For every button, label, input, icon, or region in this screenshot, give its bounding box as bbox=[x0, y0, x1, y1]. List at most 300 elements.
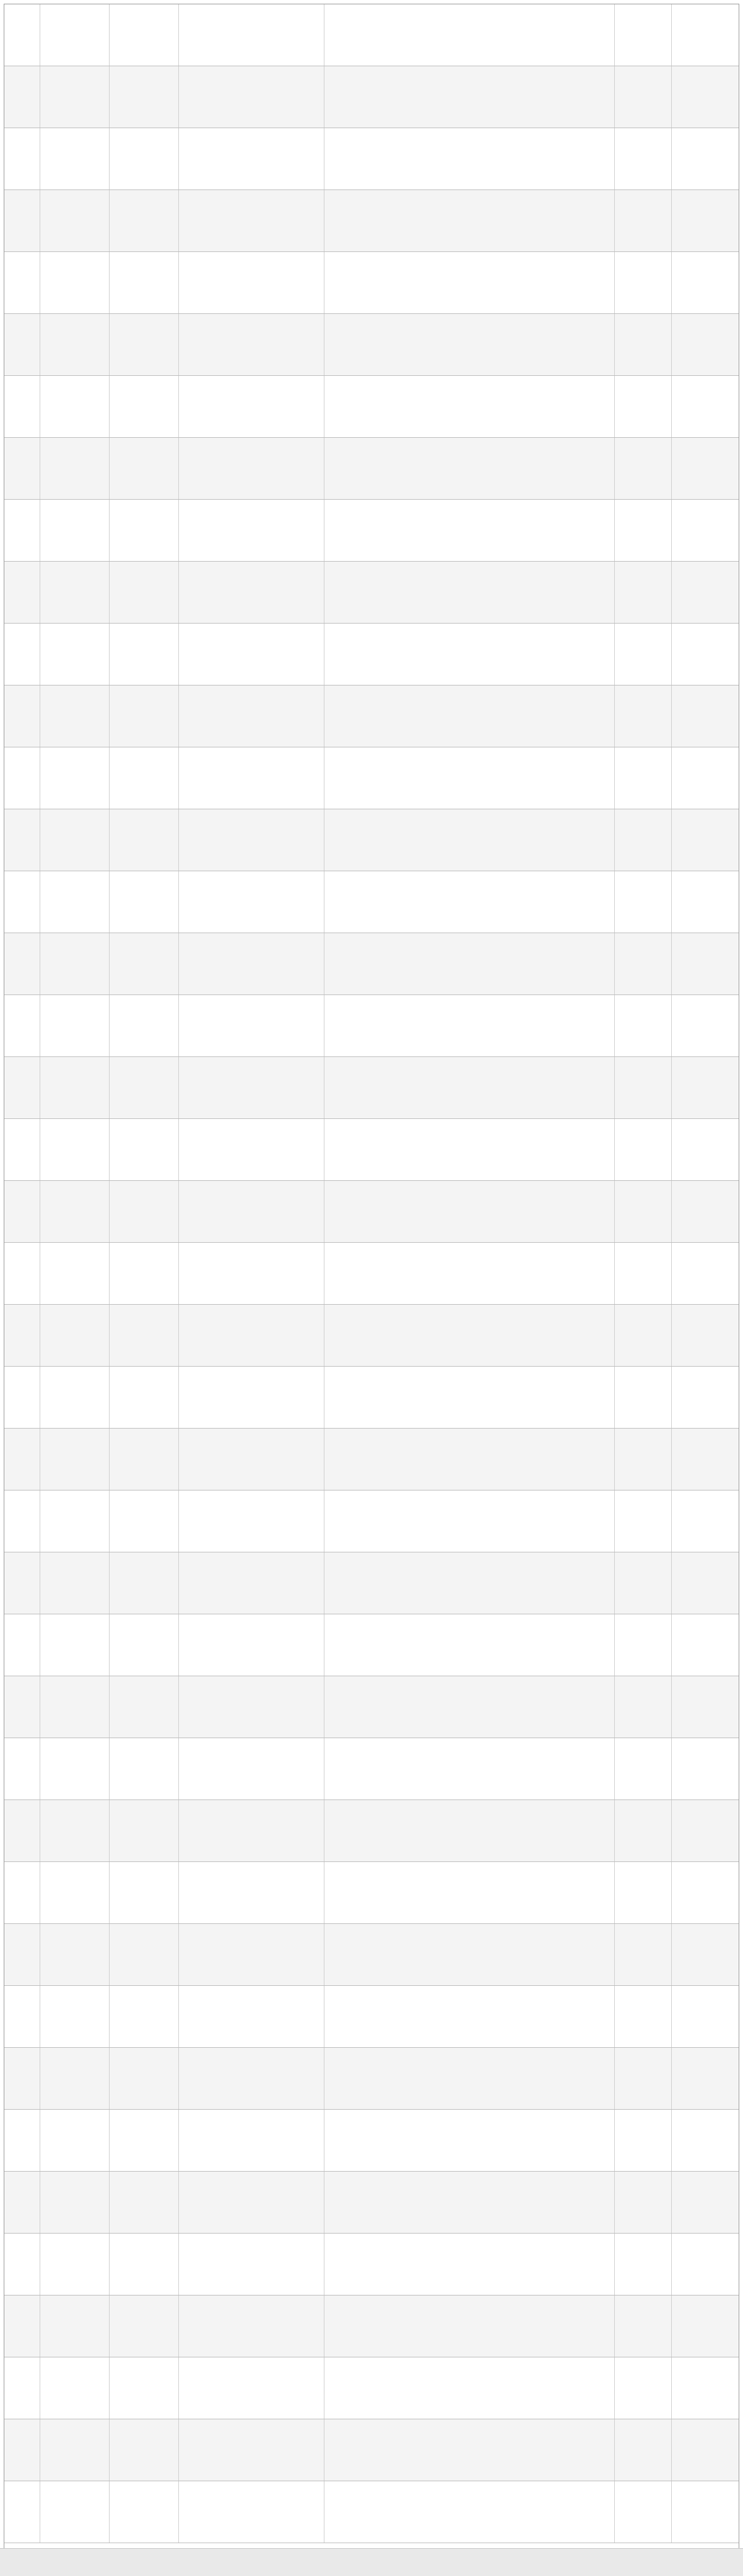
table-cell bbox=[110, 1924, 179, 1985]
table-cell bbox=[4, 1243, 40, 1304]
table-cell bbox=[40, 314, 110, 375]
table-cell bbox=[615, 66, 672, 128]
table-cell bbox=[40, 1429, 110, 1490]
table-cell bbox=[324, 190, 615, 251]
table-cell bbox=[4, 1676, 40, 1738]
table-cell bbox=[4, 500, 40, 561]
table-cell bbox=[40, 685, 110, 747]
table-row bbox=[4, 376, 739, 438]
table-cell bbox=[672, 2234, 739, 2295]
table-cell bbox=[110, 1490, 179, 1552]
table-cell bbox=[615, 128, 672, 189]
table-cell bbox=[672, 4, 739, 66]
table-cell bbox=[40, 2419, 110, 2481]
table-cell bbox=[4, 2481, 40, 2543]
table-cell bbox=[110, 809, 179, 871]
table-cell bbox=[324, 252, 615, 313]
table-cell bbox=[324, 2048, 615, 2109]
table-cell bbox=[110, 438, 179, 499]
table-cell bbox=[40, 1676, 110, 1738]
table-cell bbox=[615, 2481, 672, 2543]
table-cell bbox=[110, 624, 179, 685]
table-cell bbox=[672, 128, 739, 189]
table-cell bbox=[672, 1862, 739, 1923]
table-cell bbox=[672, 438, 739, 499]
table-cell bbox=[179, 190, 325, 251]
table-cell bbox=[672, 1119, 739, 1180]
table-cell bbox=[615, 2048, 672, 2109]
table-cell bbox=[40, 1305, 110, 1366]
table-cell bbox=[615, 2172, 672, 2233]
table-cell bbox=[40, 438, 110, 499]
table-row bbox=[4, 2295, 739, 2357]
table-cell bbox=[4, 1181, 40, 1242]
table-row bbox=[4, 1552, 739, 1614]
table-cell bbox=[324, 1305, 615, 1366]
table-cell bbox=[324, 1119, 615, 1180]
table-row bbox=[4, 809, 739, 871]
table-cell bbox=[110, 871, 179, 933]
table-cell bbox=[4, 1367, 40, 1428]
table-cell bbox=[110, 1986, 179, 2047]
table-cell bbox=[110, 2172, 179, 2233]
table-cell bbox=[110, 1614, 179, 1676]
table-cell bbox=[324, 128, 615, 189]
table-cell bbox=[110, 1057, 179, 1118]
table-cell bbox=[110, 2234, 179, 2295]
table-cell bbox=[615, 4, 672, 66]
table-cell bbox=[179, 2295, 325, 2357]
table-cell bbox=[672, 624, 739, 685]
table-cell bbox=[40, 2172, 110, 2233]
table-cell bbox=[179, 66, 325, 128]
table-cell bbox=[4, 1429, 40, 1490]
table-cell bbox=[4, 128, 40, 189]
table-cell bbox=[4, 1614, 40, 1676]
table-cell bbox=[110, 1800, 179, 1861]
table-cell bbox=[324, 747, 615, 809]
table-cell bbox=[672, 747, 739, 809]
table-cell bbox=[4, 1305, 40, 1366]
table-cell bbox=[110, 376, 179, 437]
table-cell bbox=[615, 871, 672, 933]
table-cell bbox=[110, 2481, 179, 2543]
table-cell bbox=[672, 2172, 739, 2233]
source-footer bbox=[0, 2548, 743, 2576]
table-cell bbox=[179, 438, 325, 499]
table-cell bbox=[179, 1986, 325, 2047]
table-cell bbox=[672, 562, 739, 623]
table-cell bbox=[4, 2110, 40, 2171]
table-cell bbox=[324, 2419, 615, 2481]
table-cell bbox=[4, 1986, 40, 2047]
table-cell bbox=[179, 1429, 325, 1490]
table-cell bbox=[324, 995, 615, 1056]
table-row bbox=[4, 1676, 739, 1738]
table-cell bbox=[40, 2295, 110, 2357]
table-row bbox=[4, 2172, 739, 2234]
table-cell bbox=[179, 933, 325, 994]
table-cell bbox=[40, 933, 110, 994]
table-cell bbox=[110, 2357, 179, 2419]
table-cell bbox=[110, 1305, 179, 1366]
table-cell bbox=[615, 1614, 672, 1676]
table-cell bbox=[179, 871, 325, 933]
table-cell bbox=[324, 500, 615, 561]
table-cell bbox=[4, 2357, 40, 2419]
table-cell bbox=[672, 2295, 739, 2357]
table-cell bbox=[615, 1429, 672, 1490]
table-cell bbox=[615, 314, 672, 375]
table-cell bbox=[179, 747, 325, 809]
table-cell bbox=[4, 314, 40, 375]
table-cell bbox=[40, 995, 110, 1056]
table-cell bbox=[672, 871, 739, 933]
table-cell bbox=[40, 2481, 110, 2543]
table-cell bbox=[179, 1057, 325, 1118]
table-cell bbox=[179, 376, 325, 437]
table-cell bbox=[40, 871, 110, 933]
table-row bbox=[4, 1305, 739, 1367]
table-cell bbox=[40, 2048, 110, 2109]
table-cell bbox=[615, 1986, 672, 2047]
table-cell bbox=[40, 376, 110, 437]
table-cell bbox=[40, 1490, 110, 1552]
table-cell bbox=[179, 809, 325, 871]
table-cell bbox=[179, 2110, 325, 2171]
table-cell bbox=[40, 4, 110, 66]
table-cell bbox=[324, 2295, 615, 2357]
table-cell bbox=[4, 1119, 40, 1180]
table-cell bbox=[615, 376, 672, 437]
table-cell bbox=[615, 1057, 672, 1118]
table-cell bbox=[324, 2234, 615, 2295]
table-cell bbox=[324, 1676, 615, 1738]
table-row bbox=[4, 562, 739, 624]
table-cell bbox=[615, 190, 672, 251]
table-cell bbox=[672, 1738, 739, 1799]
table-cell bbox=[179, 2481, 325, 2543]
table-cell bbox=[110, 500, 179, 561]
table-cell bbox=[672, 252, 739, 313]
table-cell bbox=[40, 1057, 110, 1118]
table-row bbox=[4, 190, 739, 252]
table-row bbox=[4, 1057, 739, 1119]
table-cell bbox=[4, 624, 40, 685]
table-row bbox=[4, 66, 739, 128]
table-cell bbox=[324, 2110, 615, 2171]
table-cell bbox=[179, 1924, 325, 1985]
table-cell bbox=[179, 2234, 325, 2295]
table-cell bbox=[40, 1243, 110, 1304]
table-cell bbox=[615, 438, 672, 499]
table-cell bbox=[324, 1243, 615, 1304]
table-cell bbox=[40, 1367, 110, 1428]
table-cell bbox=[4, 1552, 40, 1614]
table-cell bbox=[179, 1552, 325, 1614]
table-row bbox=[4, 2234, 739, 2295]
table-cell bbox=[110, 995, 179, 1056]
table-row bbox=[4, 1862, 739, 1924]
table-cell bbox=[110, 747, 179, 809]
table-cell bbox=[324, 624, 615, 685]
table-cell bbox=[40, 747, 110, 809]
table-cell bbox=[672, 685, 739, 747]
table-cell bbox=[40, 1986, 110, 2047]
table-cell bbox=[4, 809, 40, 871]
table-row bbox=[4, 4, 739, 66]
table-cell bbox=[40, 1862, 110, 1923]
table-cell bbox=[324, 809, 615, 871]
table-cell bbox=[110, 314, 179, 375]
table-cell bbox=[324, 438, 615, 499]
table-cell bbox=[324, 1738, 615, 1799]
table-cell bbox=[179, 1181, 325, 1242]
table-row bbox=[4, 500, 739, 562]
table-cell bbox=[324, 2172, 615, 2233]
table-cell bbox=[4, 1800, 40, 1861]
table-cell bbox=[110, 252, 179, 313]
table-cell bbox=[324, 1552, 615, 1614]
table-cell bbox=[324, 1614, 615, 1676]
table-cell bbox=[179, 995, 325, 1056]
table-cell bbox=[615, 1676, 672, 1738]
table-cell bbox=[179, 2419, 325, 2481]
table-cell bbox=[179, 1676, 325, 1738]
table-row bbox=[4, 2481, 739, 2543]
table-cell bbox=[4, 2234, 40, 2295]
table-cell bbox=[672, 1181, 739, 1242]
table-row bbox=[4, 747, 739, 809]
table-cell bbox=[672, 1614, 739, 1676]
table-cell bbox=[4, 2295, 40, 2357]
table-cell bbox=[40, 2357, 110, 2419]
table-row bbox=[4, 2419, 739, 2481]
table-cell bbox=[4, 190, 40, 251]
table-cell bbox=[40, 1738, 110, 1799]
table-cell bbox=[110, 1119, 179, 1180]
table-row bbox=[4, 1924, 739, 1986]
table-cell bbox=[615, 1305, 672, 1366]
table-cell bbox=[4, 1057, 40, 1118]
table-cell bbox=[615, 624, 672, 685]
table-cell bbox=[672, 1924, 739, 1985]
table-cell bbox=[672, 2419, 739, 2481]
table-cell bbox=[4, 562, 40, 623]
table-cell bbox=[324, 1862, 615, 1923]
table-cell bbox=[4, 376, 40, 437]
table-cell bbox=[179, 1243, 325, 1304]
table-cell bbox=[110, 1738, 179, 1799]
table-cell bbox=[672, 1367, 739, 1428]
table-cell bbox=[4, 66, 40, 128]
table-cell bbox=[672, 376, 739, 437]
table-cell bbox=[4, 2172, 40, 2233]
table-cell bbox=[324, 1057, 615, 1118]
table-cell bbox=[324, 1181, 615, 1242]
table-cell bbox=[179, 685, 325, 747]
table-cell bbox=[615, 2295, 672, 2357]
table-cell bbox=[179, 1367, 325, 1428]
table-row bbox=[4, 1800, 739, 1862]
table-cell bbox=[4, 1490, 40, 1552]
table-cell bbox=[324, 871, 615, 933]
table-cell bbox=[324, 2357, 615, 2419]
table-row bbox=[4, 624, 739, 685]
table-cell bbox=[110, 66, 179, 128]
table-row bbox=[4, 2048, 739, 2110]
table-cell bbox=[40, 2110, 110, 2171]
table-row bbox=[4, 314, 739, 376]
table-cell bbox=[672, 1305, 739, 1366]
table-cell bbox=[615, 1490, 672, 1552]
table-cell bbox=[672, 933, 739, 994]
table-cell bbox=[615, 2110, 672, 2171]
table-cell bbox=[40, 1119, 110, 1180]
table-cell bbox=[40, 190, 110, 251]
table-cell bbox=[672, 1800, 739, 1861]
table-cell bbox=[110, 2419, 179, 2481]
table-cell bbox=[110, 128, 179, 189]
table-cell bbox=[4, 2048, 40, 2109]
table-cell bbox=[110, 685, 179, 747]
table-cell bbox=[615, 500, 672, 561]
table-cell bbox=[672, 500, 739, 561]
table-row bbox=[4, 252, 739, 314]
table-row bbox=[4, 1614, 739, 1676]
table-cell bbox=[672, 1986, 739, 2047]
table-cell bbox=[4, 1738, 40, 1799]
table-cell bbox=[4, 1862, 40, 1923]
table-cell bbox=[672, 809, 739, 871]
table-cell bbox=[40, 66, 110, 128]
table-cell bbox=[110, 1862, 179, 1923]
table-cell bbox=[40, 562, 110, 623]
table-cell bbox=[324, 314, 615, 375]
table-cell bbox=[4, 747, 40, 809]
table-cell bbox=[615, 685, 672, 747]
table-cell bbox=[324, 933, 615, 994]
table-cell bbox=[615, 1862, 672, 1923]
table-row bbox=[4, 1243, 739, 1305]
table-cell bbox=[615, 1738, 672, 1799]
table-cell bbox=[672, 190, 739, 251]
table-cell bbox=[324, 562, 615, 623]
table-cell bbox=[40, 1614, 110, 1676]
table-cell bbox=[4, 2419, 40, 2481]
table-cell bbox=[179, 314, 325, 375]
table-cell bbox=[40, 252, 110, 313]
table-cell bbox=[40, 1181, 110, 1242]
table-cell bbox=[179, 624, 325, 685]
table-cell bbox=[40, 809, 110, 871]
table-cell bbox=[672, 1490, 739, 1552]
table-cell bbox=[110, 4, 179, 66]
table-cell bbox=[4, 933, 40, 994]
table-cell bbox=[40, 500, 110, 561]
table-cell bbox=[615, 252, 672, 313]
table-cell bbox=[615, 2234, 672, 2295]
table-cell bbox=[4, 871, 40, 933]
table-cell bbox=[324, 2481, 615, 2543]
table-cell bbox=[615, 562, 672, 623]
table-cell bbox=[110, 562, 179, 623]
table-cell bbox=[40, 624, 110, 685]
table-cell bbox=[672, 1429, 739, 1490]
table-cell bbox=[324, 1800, 615, 1861]
table-cell bbox=[179, 2172, 325, 2233]
table-cell bbox=[179, 2048, 325, 2109]
table-row bbox=[4, 2357, 739, 2419]
table-cell bbox=[615, 747, 672, 809]
table-cell bbox=[110, 2048, 179, 2109]
table-cell bbox=[110, 1676, 179, 1738]
table-cell bbox=[324, 4, 615, 66]
table-cell bbox=[110, 2295, 179, 2357]
table-cell bbox=[179, 2357, 325, 2419]
table-cell bbox=[615, 1924, 672, 1985]
table-cell bbox=[615, 933, 672, 994]
table-row bbox=[4, 933, 739, 995]
table-row bbox=[4, 1429, 739, 1490]
table-cell bbox=[672, 995, 739, 1056]
table-cell bbox=[324, 1490, 615, 1552]
table-cell bbox=[110, 933, 179, 994]
table-cell bbox=[324, 1367, 615, 1428]
table-cell bbox=[179, 128, 325, 189]
table-cell bbox=[615, 2357, 672, 2419]
table-cell bbox=[615, 1367, 672, 1428]
table-cell bbox=[40, 1800, 110, 1861]
table-cell bbox=[179, 1305, 325, 1366]
table-cell bbox=[615, 1181, 672, 1242]
table-cell bbox=[615, 2419, 672, 2481]
table-cell bbox=[179, 562, 325, 623]
table-cell bbox=[40, 1924, 110, 1985]
table-cell bbox=[4, 4, 40, 66]
table-cell bbox=[110, 1243, 179, 1304]
table-cell bbox=[179, 1119, 325, 1180]
table-cell bbox=[615, 1552, 672, 1614]
table-cell bbox=[324, 66, 615, 128]
table-cell bbox=[324, 1924, 615, 1985]
table-cell bbox=[615, 1800, 672, 1861]
table-cell bbox=[179, 1490, 325, 1552]
table-cell bbox=[179, 1614, 325, 1676]
table-cell bbox=[672, 314, 739, 375]
table-cell bbox=[615, 1119, 672, 1180]
table-cell bbox=[4, 252, 40, 313]
table-row bbox=[4, 1986, 739, 2048]
table-row bbox=[4, 1181, 739, 1243]
table-row bbox=[4, 1119, 739, 1181]
table-cell bbox=[324, 685, 615, 747]
table-cell bbox=[615, 1243, 672, 1304]
table-cell bbox=[324, 376, 615, 437]
table-cell bbox=[672, 1552, 739, 1614]
table-cell bbox=[324, 1986, 615, 2047]
table-cell bbox=[672, 2481, 739, 2543]
table-cell bbox=[40, 1552, 110, 1614]
table-cell bbox=[672, 1057, 739, 1118]
table-cell bbox=[672, 1243, 739, 1304]
table-cell bbox=[110, 1429, 179, 1490]
table-cell bbox=[4, 685, 40, 747]
table-row bbox=[4, 2110, 739, 2172]
table-cell bbox=[179, 500, 325, 561]
table-row bbox=[4, 1490, 739, 1552]
table-row bbox=[4, 128, 739, 190]
